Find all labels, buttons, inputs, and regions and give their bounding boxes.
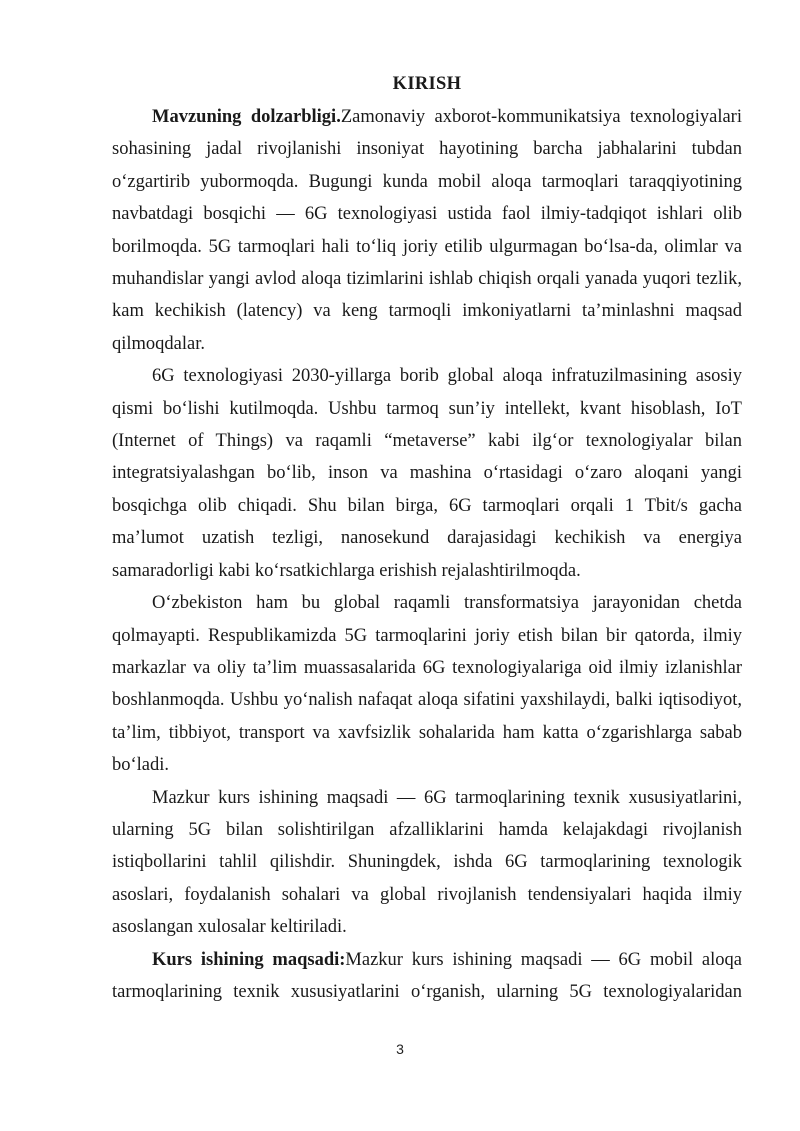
page-number: 3 [396, 1041, 404, 1057]
paragraph-body-course-goal: Mazkur kurs ishining maqsadi — 6G mobil aloqa tarmoqlarining texnik xususiyatlarini o‘rganish, ularning 5G texnologiyalaridan [112, 949, 742, 1002]
paragraph-body-relevance: Zamonaviy axborot-kommunikatsiya texnologiyalari sohasining jadal rivojlanishi insoniyat hayotining barcha jabhalarini tubdan o‘zgartirib yubormoqda. Bugungi kunda mobil aloqa tarmoqlari taraqqiyotining navbatdagi bosqichi — 6G texnologiyasi ustida faol ilmiy-tadqiqot ishlari olib borilmoqda. 5G tarmoqlari hali to‘liq joriy etilib ulgurmagan bo‘lsa-da, olimlar va muhandislar yangi avlod aloqa tizimlarini ishlab chiqish orqali yanada yuqori tezlik, kam kechikish (latency) va keng tarmoqli imkoniyatlarni ta’minlashni maqsad qilmoqdalar. [112, 107, 742, 354]
paragraph-relevance [112, 101, 742, 360]
paragraph-course-aim [112, 782, 742, 944]
paragraph-lead-course-goal: Kurs ishining maqsadi: [152, 949, 346, 970]
paragraph-body-6g-outlook: 6G texnologiyasi 2030-yillarga borib global aloqa infratuzilmasining asosiy qismi bo‘lishi kutilmoqda. Ushbu tarmoq sun’iy intellekt, kvant hisoblash, IoT (Internet of Things) va raqamli “metaverse” kabi ilg‘or texnologiyalar bilan integratsiyalashgan bo‘lib, inson va mashina o‘rtasidagi o‘zaro aloqani yangi bosqichga olib chiqadi. Shu bilan birga, 6G tarmoqlari orqali 1 Tbit/s gacha ma’lumot uzatish tezligi, nanosekund darajasidagi kechikish va energiya samaradorligi kabi ko‘rsatkichlarga erishish rejalashtirilmoqda. [112, 366, 742, 581]
paragraph-6g-outlook [112, 360, 742, 587]
paragraph-body-uzbekistan: O‘zbekiston ham bu global raqamli transformatsiya jarayonidan chetda qolmayapti. Respublikamizda 5G tarmoqlarini joriy etish bilan bir qatorda, ilmiy markazlar va oliy ta’lim muassasalarida 6G texnologiyalariga oid ilmiy izlanishlar boshlanmoqda. Ushbu yo‘nalish nafaqat aloqa sifatini yaxshilaydi, balki iqtisodiyot, ta’lim, tibbiyot, transport va xavfsizlik sohalarida ham katta o‘zgarishlarga sabab bo‘ladi. [112, 593, 742, 776]
paragraph-lead-relevance: Mavzuning dolzarbligi. [152, 107, 341, 127]
paragraph-body-course-aim: Mazkur kurs ishining maqsadi — 6G tarmoqlarining texnik xususiyatlarini, ularning 5G bilan solishtirilgan afzalliklarini hamda kelajakdagi rivojlanish istiqbollarini tahlil qilishdir. Shuningdek, ishda 6G tarmoqlarining texnologik asoslari, foydalanish sohalari va global rivojlanish tendensiyalari haqida ilmiy asoslangan xulosalar keltiriladi. [112, 787, 742, 938]
paragraph-uzbekistan [112, 587, 742, 781]
section-heading: KIRISH [392, 74, 462, 94]
document-page [112, 70, 742, 1008]
paragraph-course-goal [112, 944, 742, 1009]
